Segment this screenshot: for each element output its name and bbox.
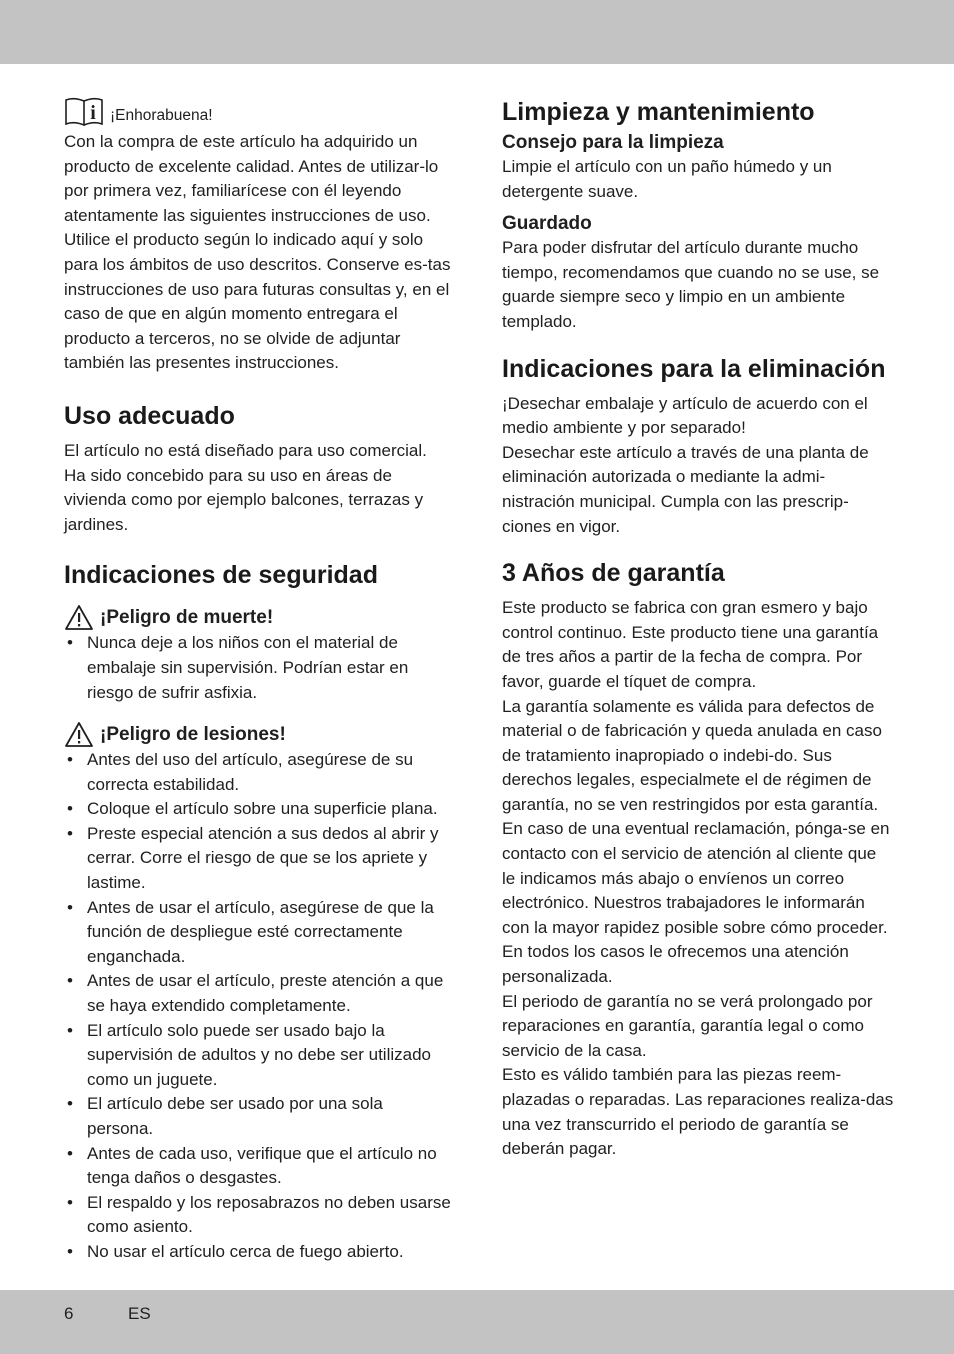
intro-heading [64,96,452,126]
uso-adecuado-heading: Uso adecuado [64,401,235,430]
left-column [64,96,452,1265]
peligro-muerte-heading [64,604,452,631]
garantia-text-1: Este producto se fabrica con gran esmero y bajo control continuo. Este producto tiene una garantía de tres años a partir de la fecha de compra. Por favor, guarde el tíquet de compra. [502,598,879,691]
garantia-heading: 3 Años de garantía [502,559,725,588]
page-number: 6 [64,1304,74,1323]
seguridad-heading: Indicaciones de seguridad [64,561,378,590]
list-item: • Antes de usar el artículo, preste atención a que se haya extendido completamente. [64,969,452,1018]
peligro-lesiones-list [64,748,452,1264]
list-item: • El artículo solo puede ser usado bajo la supervisión de adultos y no debe ser utilizado como un juguete. [64,1019,452,1093]
peligro-lesiones-heading [64,721,452,748]
list-item: • Antes del uso del artículo, asegúrese de su correcta estabilidad. [64,748,452,797]
guardado-heading: Guardado [502,213,592,235]
consejo-limpieza-text: Limpie el artículo con un paño húmedo y un detergente suave. [502,157,832,201]
peligro-muerte-label: ¡Peligro de muerte! [100,606,274,628]
manual-info-icon [64,96,104,126]
list-item: • Coloque el artículo sobre una superficie plana. [64,797,452,822]
warning-triangle-icon [64,604,94,631]
garantia-text-3: En caso de una eventual reclamación, pónga-se en contacto con el servicio de atención al cliente que le indicamos más abajo o envíenos un correo electrónico. Nuestros trabajadores le informarán con la mayor rapidez posible sobre cómo proceder. En todos los casos le ofrecemos una atención personalizada. [502,819,890,987]
list-item: • No usar el artículo cerca de fuego abierto. [64,1240,452,1265]
eliminacion-heading: Indicaciones para la eliminación [502,354,886,383]
guardado-text: Para poder disfrutar del artículo durante mucho tiempo, recomendamos que cuando no se use, se guarde siempre seco y limpio en un ambiente templado. [502,238,880,331]
svg-text:i: i [90,102,96,124]
uso-adecuado-text: El artículo no está diseñado para uso comercial. Ha sido concebido para su uso en áreas de vivienda como por ejemplo balcones, terrazas y jardines. [64,440,427,534]
header-bar [0,0,954,64]
limpieza-heading: Limpieza y mantenimiento [502,98,815,126]
peligro-lesiones-label: ¡Peligro de lesiones! [100,723,286,745]
list-item: • Preste especial atención a sus dedos al abrir y cerrar. Corre el riesgo de que se los apriete y lastime. [64,822,452,896]
language-code: ES [128,1304,151,1323]
eliminacion-text-2: Desechar este artículo a través de una planta de eliminación autorizada o mediante la admi-nistración municipal. Cumpla con las prescrip-ciones en vigor. [502,442,869,536]
consejo-limpieza-heading: Consejo para la limpieza [502,132,724,153]
list-item: • El respaldo y los reposabrazos no deben usarse como asiento. [64,1191,452,1240]
right-column [502,96,894,1162]
garantia-text-4: El periodo de garantía no se verá prolongado por reparaciones en garantía, garantía legal o como servicio de la casa. [502,991,873,1060]
garantia-text-5: Esto es válido también para las piezas reem-plazadas o reparadas. Las reparaciones realiza-das una vez transcurrido el periodo de garantía se deberán pagar. [502,1065,894,1159]
list-item: • El artículo debe ser usado por una sola persona. [64,1092,452,1141]
greeting-text: ¡Enhorabuena! [110,107,213,124]
list-item: • Antes de cada uso, verifique que el artículo no tenga daños o desgastes. [64,1142,452,1191]
peligro-muerte-list [64,631,452,705]
eliminacion-text-1: ¡Desechar embalaje y artículo de acuerdo con el medio ambiente y por separado! [502,393,868,438]
intro-paragraph: Con la compra de este artículo ha adquirido un producto de excelente calidad. Antes de utilizar-lo por primera vez, familiarícese con él leyendo atentamente las siguientes instrucciones de uso. Utilice el producto según lo indicado aquí y solo para los ámbitos de uso descritos. Conserve es-tas instrucciones de uso para futuras consultas y, en el caso de que en algún momento entregara el producto a terceros, no se olvide de adjuntar también las presentes instrucciones. [64,132,451,373]
list-item: • Antes de usar el artículo, asegúrese de que la función de despliegue esté correctamente enganchada. [64,896,452,970]
list-item: • Nunca deje a los niños con el material de embalaje sin supervisión. Podrían estar en riesgo de sufrir asfixia. [64,631,452,705]
warning-triangle-icon [64,721,94,748]
garantia-text-2: La garantía solamente es válida para defectos de material o de fabricación y queda anulada en caso de tratamiento inapropiado o indebi-do. Sus derechos legales, especialmete el de régimen de garantía, no se ven restringidos por esta garantía. [502,696,882,814]
